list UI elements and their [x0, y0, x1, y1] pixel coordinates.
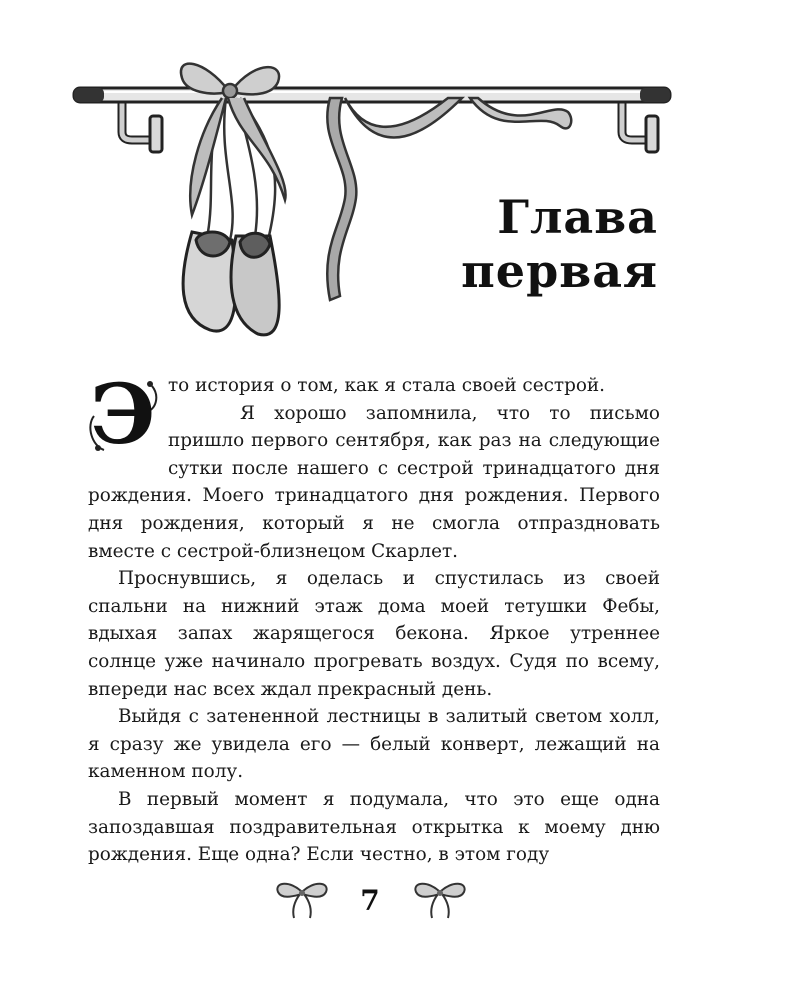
- ribbon-bow-icon: [272, 880, 332, 920]
- chapter-title-line1: Глава: [497, 190, 658, 244]
- paragraph-text: Выйдя с затененной лестницы в залитый светом холл, я сразу же увидела его — белый конверт, лежащий на каменном полу.: [88, 706, 660, 783]
- chapter-title-line2: первая: [461, 244, 658, 298]
- paragraph-text: В первый момент я подумала, что это еще одна запоздавшая поздравительная открытка к моему дню рождения. Еще одна? Если честно, в этом году: [88, 788, 660, 866]
- paragraph-text: то история о том, как я стала своей сестрой.: [168, 375, 606, 396]
- paragraph-text: Я хорошо запомнила, что то письмо пришло первого сентября, как раз на следующие сутки после нашего с сестрой тринадцатого дня рождения. Моего тринадцатого дня рождения. Первого дня рождения, который я не смогла отпраздновать вместе с сестрой-близнецом Скарлет.: [88, 402, 660, 562]
- page-number: 7: [360, 884, 380, 917]
- paragraph: [88, 565, 660, 703]
- page-footer: [0, 872, 800, 932]
- ribbon-bow-icon: [410, 880, 470, 920]
- pointe-shoes-icon: [183, 232, 279, 335]
- paragraph: [88, 367, 660, 463]
- paragraph-text: Проснувшись, я оделась и спустилась из своей спальни на нижний этаж дома моей тетушки Фебы, вдыхая запах жарящегося бекона. Яркое утреннее солнце уже начинало прогревать воздух. Судя по всему, впереди нас всех ждал прекрасный день.: [88, 568, 660, 700]
- shoe-ribbons-icon: [190, 98, 285, 240]
- paragraph: [88, 703, 660, 786]
- chapter-title: [461, 190, 658, 298]
- paragraph: [88, 400, 660, 566]
- dropcap: [88, 367, 158, 463]
- right-bracket-icon: [622, 100, 658, 152]
- ballet-barre-illustration: [0, 0, 800, 360]
- paragraph: [88, 786, 660, 869]
- chapter-body: [88, 367, 660, 869]
- dropcap-letter: Э: [90, 367, 156, 463]
- left-bracket-icon: [122, 100, 162, 152]
- barre-rod-icon: [74, 88, 670, 102]
